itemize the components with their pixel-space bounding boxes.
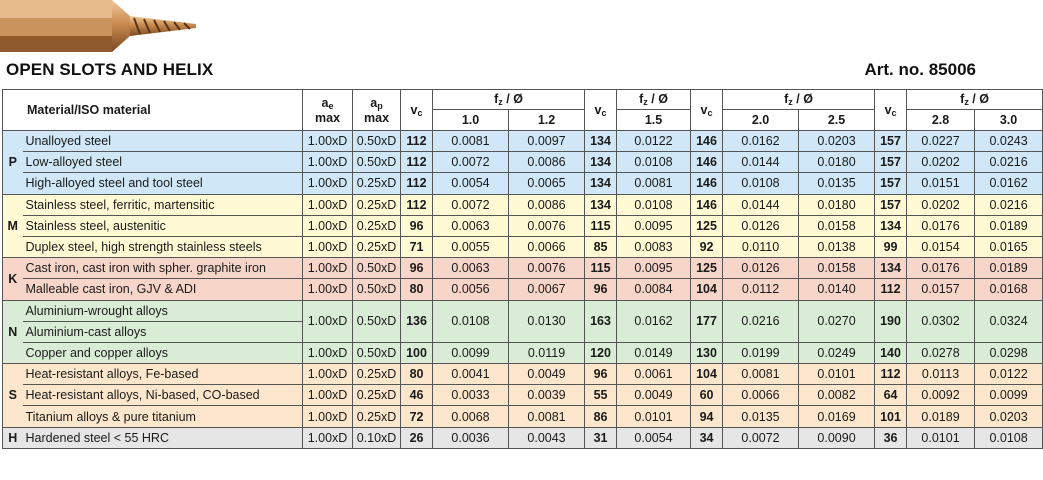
cell-vc2: 96 [585, 364, 617, 385]
table-row [3, 385, 1043, 406]
header-vc-1: $v_c$ [401, 90, 433, 131]
cell-ae: 1.00xD [303, 152, 353, 173]
cell-f20: 0.0110 [723, 236, 799, 257]
cell-f28: 0.0189 [907, 406, 975, 427]
cell-f28: 0.0302 [907, 300, 975, 342]
cell-f15: 0.0101 [617, 406, 691, 427]
cell-vc1: 112 [401, 194, 433, 215]
cell-ae: 1.00xD [303, 406, 353, 427]
cell-f30: 0.0165 [975, 236, 1043, 257]
cell-f20: 0.0162 [723, 131, 799, 152]
cell-f30: 0.0099 [975, 385, 1043, 406]
table-row [3, 406, 1043, 427]
cell-vc1: 80 [401, 279, 433, 300]
cell-vc4: 157 [875, 152, 907, 173]
cell-vc2: 134 [585, 131, 617, 152]
cell-f25: 0.0169 [799, 406, 875, 427]
material-name: Low-alloyed steel [23, 152, 303, 173]
cell-vc4: 157 [875, 194, 907, 215]
material-name: Heat-resistant alloys, Fe-based [23, 364, 303, 385]
cell-f20: 0.0072 [723, 427, 799, 448]
cell-f15: 0.0095 [617, 258, 691, 279]
cell-vc3: 104 [691, 364, 723, 385]
cell-f15: 0.0149 [617, 342, 691, 363]
cell-f10: 0.0081 [433, 131, 509, 152]
cell-f28: 0.0202 [907, 152, 975, 173]
cell-ae: 1.00xD [303, 300, 353, 342]
cell-f25: 0.0140 [799, 279, 875, 300]
cell-vc4: 140 [875, 342, 907, 363]
iso-group-k: K [3, 258, 23, 300]
iso-group-p: P [3, 131, 23, 195]
cell-vc4: 157 [875, 131, 907, 152]
cell-f25: 0.0180 [799, 194, 875, 215]
cell-f25: 0.0082 [799, 385, 875, 406]
cell-vc3: 94 [691, 406, 723, 427]
cell-f20: 0.0126 [723, 258, 799, 279]
cell-vc1: 136 [401, 300, 433, 342]
material-name: Copper and copper alloys [23, 342, 303, 363]
cell-f28: 0.0176 [907, 215, 975, 236]
cell-f15: 0.0054 [617, 427, 691, 448]
table-row [3, 152, 1043, 173]
cell-f28: 0.0092 [907, 385, 975, 406]
cell-f30: 0.0189 [975, 215, 1043, 236]
cell-f15: 0.0081 [617, 173, 691, 194]
header-fz-1: $f_z$ / Ø [433, 90, 585, 110]
cell-vc3: 104 [691, 279, 723, 300]
cell-f12: 0.0076 [509, 258, 585, 279]
cell-f15: 0.0108 [617, 152, 691, 173]
cell-f30: 0.0324 [975, 300, 1043, 342]
cell-vc4: 112 [875, 364, 907, 385]
cell-vc4: 157 [875, 173, 907, 194]
cell-vc2: 134 [585, 152, 617, 173]
cell-ae: 1.00xD [303, 173, 353, 194]
table-header [3, 90, 1043, 131]
cell-vc3: 125 [691, 258, 723, 279]
cell-f30: 0.0162 [975, 173, 1043, 194]
cell-ap: 0.25xD [353, 173, 401, 194]
cell-f30: 0.0203 [975, 406, 1043, 427]
header-fz-4: $f_z$ / Ø [907, 90, 1043, 110]
table-body [3, 131, 1043, 449]
cell-f10: 0.0055 [433, 236, 509, 257]
cell-f12: 0.0130 [509, 300, 585, 342]
cell-f10: 0.0041 [433, 364, 509, 385]
cell-f15: 0.0084 [617, 279, 691, 300]
cell-f20: 0.0199 [723, 342, 799, 363]
cell-f30: 0.0216 [975, 152, 1043, 173]
cell-f10: 0.0054 [433, 173, 509, 194]
header-ae: $a_e$ max [303, 90, 353, 131]
page-title: OPEN SLOTS AND HELIX [6, 60, 214, 79]
cell-ap: 0.25xD [353, 385, 401, 406]
cell-vc1: 96 [401, 258, 433, 279]
cell-f20: 0.0144 [723, 152, 799, 173]
cell-vc2: 55 [585, 385, 617, 406]
cell-f25: 0.0180 [799, 152, 875, 173]
cell-ap: 0.50xD [353, 131, 401, 152]
cell-f25: 0.0138 [799, 236, 875, 257]
cell-vc3: 92 [691, 236, 723, 257]
cell-f30: 0.0168 [975, 279, 1043, 300]
header-dia-1-2: 1.2 [509, 110, 585, 131]
cell-f28: 0.0176 [907, 258, 975, 279]
cell-f12: 0.0086 [509, 152, 585, 173]
cell-vc2: 115 [585, 215, 617, 236]
table-row [3, 131, 1043, 152]
title-row [6, 60, 976, 84]
header-vc-2: $v_c$ [585, 90, 617, 131]
cell-vc3: 177 [691, 300, 723, 342]
header-dia-3-0: 3.0 [975, 110, 1043, 131]
cell-vc1: 26 [401, 427, 433, 448]
cell-f30: 0.0298 [975, 342, 1043, 363]
cell-f12: 0.0067 [509, 279, 585, 300]
iso-group-n: N [3, 300, 23, 364]
cell-vc4: 112 [875, 279, 907, 300]
cell-vc4: 190 [875, 300, 907, 342]
cell-f25: 0.0249 [799, 342, 875, 363]
material-name: Cast iron, cast iron with spher. graphite iron [23, 258, 303, 279]
cell-f20: 0.0144 [723, 194, 799, 215]
cell-f20: 0.0112 [723, 279, 799, 300]
cell-f25: 0.0101 [799, 364, 875, 385]
cell-vc2: 134 [585, 173, 617, 194]
cell-f15: 0.0083 [617, 236, 691, 257]
material-name: Duplex steel, high strength stainless steels [23, 236, 303, 257]
cell-f30: 0.0122 [975, 364, 1043, 385]
cell-ap: 0.50xD [353, 279, 401, 300]
cell-f30: 0.0216 [975, 194, 1043, 215]
cell-f10: 0.0068 [433, 406, 509, 427]
cell-f28: 0.0278 [907, 342, 975, 363]
cell-ae: 1.00xD [303, 236, 353, 257]
cell-vc4: 134 [875, 215, 907, 236]
cell-f20: 0.0135 [723, 406, 799, 427]
cell-f12: 0.0049 [509, 364, 585, 385]
material-name: Stainless steel, ferritic, martensitic [23, 194, 303, 215]
header-fz-2: $f_z$ / Ø [617, 90, 691, 110]
table-row [3, 342, 1043, 363]
cell-vc2: 134 [585, 194, 617, 215]
cell-f28: 0.0113 [907, 364, 975, 385]
iso-group-h: H [3, 427, 23, 448]
cell-f15: 0.0049 [617, 385, 691, 406]
table-row [3, 300, 1043, 321]
cell-vc2: 120 [585, 342, 617, 363]
cell-ap: 0.25xD [353, 406, 401, 427]
cell-f25: 0.0158 [799, 258, 875, 279]
cell-f12: 0.0066 [509, 236, 585, 257]
cell-f30: 0.0189 [975, 258, 1043, 279]
cell-f12: 0.0076 [509, 215, 585, 236]
cell-f25: 0.0158 [799, 215, 875, 236]
header-dia-2-5: 2.5 [799, 110, 875, 131]
table-row [3, 236, 1043, 257]
cell-vc1: 96 [401, 215, 433, 236]
cell-f25: 0.0090 [799, 427, 875, 448]
table-row [3, 194, 1043, 215]
cell-ae: 1.00xD [303, 385, 353, 406]
cell-f12: 0.0039 [509, 385, 585, 406]
cell-vc1: 100 [401, 342, 433, 363]
cutting-data-table [2, 89, 1043, 449]
header-fz-3: $f_z$ / Ø [723, 90, 875, 110]
material-name: Aluminium-cast alloys [23, 321, 303, 342]
cell-f20: 0.0126 [723, 215, 799, 236]
iso-group-s: S [3, 364, 23, 428]
cell-f20: 0.0081 [723, 364, 799, 385]
material-name: High-alloyed steel and tool steel [23, 173, 303, 194]
cell-ae: 1.00xD [303, 342, 353, 363]
cell-f12: 0.0119 [509, 342, 585, 363]
material-name: Heat-resistant alloys, Ni-based, CO-based [23, 385, 303, 406]
cell-ae: 1.00xD [303, 131, 353, 152]
cell-f12: 0.0043 [509, 427, 585, 448]
cell-ae: 1.00xD [303, 194, 353, 215]
cell-vc2: 85 [585, 236, 617, 257]
material-name: Titanium alloys & pure titanium [23, 406, 303, 427]
material-name: Hardened steel < 55 HRC [23, 427, 303, 448]
cell-f10: 0.0036 [433, 427, 509, 448]
material-name: Stainless steel, austenitic [23, 215, 303, 236]
cell-vc3: 146 [691, 173, 723, 194]
header-vc-3: $v_c$ [691, 90, 723, 131]
cell-vc2: 163 [585, 300, 617, 342]
cell-f10: 0.0099 [433, 342, 509, 363]
table-row [3, 279, 1043, 300]
cell-ap: 0.50xD [353, 258, 401, 279]
cell-f28: 0.0202 [907, 194, 975, 215]
iso-group-m: M [3, 194, 23, 258]
cell-vc1: 112 [401, 173, 433, 194]
cell-f30: 0.0108 [975, 427, 1043, 448]
cell-vc4: 36 [875, 427, 907, 448]
cell-vc2: 86 [585, 406, 617, 427]
cell-f10: 0.0056 [433, 279, 509, 300]
cell-ae: 1.00xD [303, 427, 353, 448]
cell-f10: 0.0063 [433, 258, 509, 279]
cell-f10: 0.0072 [433, 152, 509, 173]
header-material: Material/ISO material [3, 90, 303, 131]
cell-f12: 0.0086 [509, 194, 585, 215]
cell-ap: 0.25xD [353, 194, 401, 215]
cell-f10: 0.0108 [433, 300, 509, 342]
cell-f10: 0.0063 [433, 215, 509, 236]
cell-ae: 1.00xD [303, 258, 353, 279]
cell-f15: 0.0122 [617, 131, 691, 152]
cell-ap: 0.10xD [353, 427, 401, 448]
header-dia-2-0: 2.0 [723, 110, 799, 131]
cell-f25: 0.0203 [799, 131, 875, 152]
cell-vc2: 115 [585, 258, 617, 279]
cell-f12: 0.0065 [509, 173, 585, 194]
cell-f12: 0.0081 [509, 406, 585, 427]
cell-f25: 0.0270 [799, 300, 875, 342]
cell-ae: 1.00xD [303, 215, 353, 236]
cell-f25: 0.0135 [799, 173, 875, 194]
cell-vc2: 96 [585, 279, 617, 300]
table-row [3, 427, 1043, 448]
cell-ap: 0.25xD [353, 215, 401, 236]
cell-f28: 0.0227 [907, 131, 975, 152]
cell-ae: 1.00xD [303, 364, 353, 385]
cell-vc1: 80 [401, 364, 433, 385]
cell-vc1: 112 [401, 131, 433, 152]
cell-vc3: 34 [691, 427, 723, 448]
cell-f10: 0.0072 [433, 194, 509, 215]
cell-f28: 0.0154 [907, 236, 975, 257]
header-dia-2-8: 2.8 [907, 110, 975, 131]
material-name: Malleable cast iron, GJV & ADI [23, 279, 303, 300]
table-row [3, 258, 1043, 279]
article-number: Art. no. 85006 [864, 60, 976, 79]
cell-vc3: 146 [691, 152, 723, 173]
cell-vc2: 31 [585, 427, 617, 448]
material-name: Unalloyed steel [23, 131, 303, 152]
cell-f10: 0.0033 [433, 385, 509, 406]
cell-f20: 0.0108 [723, 173, 799, 194]
cell-vc3: 146 [691, 131, 723, 152]
cell-vc3: 146 [691, 194, 723, 215]
cell-vc1: 46 [401, 385, 433, 406]
table-row [3, 215, 1043, 236]
cell-f15: 0.0095 [617, 215, 691, 236]
cell-ap: 0.50xD [353, 152, 401, 173]
cell-ap: 0.25xD [353, 364, 401, 385]
cell-vc3: 130 [691, 342, 723, 363]
table-row [3, 173, 1043, 194]
header-dia-1-5: 1.5 [617, 110, 691, 131]
cell-vc4: 64 [875, 385, 907, 406]
cell-f15: 0.0162 [617, 300, 691, 342]
cell-ap: 0.25xD [353, 236, 401, 257]
cell-ae: 1.00xD [303, 279, 353, 300]
cell-f28: 0.0101 [907, 427, 975, 448]
header-dia-1-0: 1.0 [433, 110, 509, 131]
cell-f28: 0.0151 [907, 173, 975, 194]
cell-vc4: 101 [875, 406, 907, 427]
drill-bit-image [0, 0, 200, 52]
cell-f12: 0.0097 [509, 131, 585, 152]
cell-ap: 0.50xD [353, 342, 401, 363]
cell-ap: 0.50xD [353, 300, 401, 342]
cell-vc1: 112 [401, 152, 433, 173]
table-row [3, 364, 1043, 385]
cell-vc3: 60 [691, 385, 723, 406]
material-name: Aluminium-wrought alloys [23, 300, 303, 321]
cell-f20: 0.0066 [723, 385, 799, 406]
header-ap: $a_p$ max [353, 90, 401, 131]
cell-vc3: 125 [691, 215, 723, 236]
header-vc-4: $v_c$ [875, 90, 907, 131]
cell-vc4: 134 [875, 258, 907, 279]
cell-f30: 0.0243 [975, 131, 1043, 152]
cell-f20: 0.0216 [723, 300, 799, 342]
cell-f28: 0.0157 [907, 279, 975, 300]
cell-vc4: 99 [875, 236, 907, 257]
cell-f15: 0.0108 [617, 194, 691, 215]
cell-f15: 0.0061 [617, 364, 691, 385]
cell-vc1: 71 [401, 236, 433, 257]
cell-vc1: 72 [401, 406, 433, 427]
